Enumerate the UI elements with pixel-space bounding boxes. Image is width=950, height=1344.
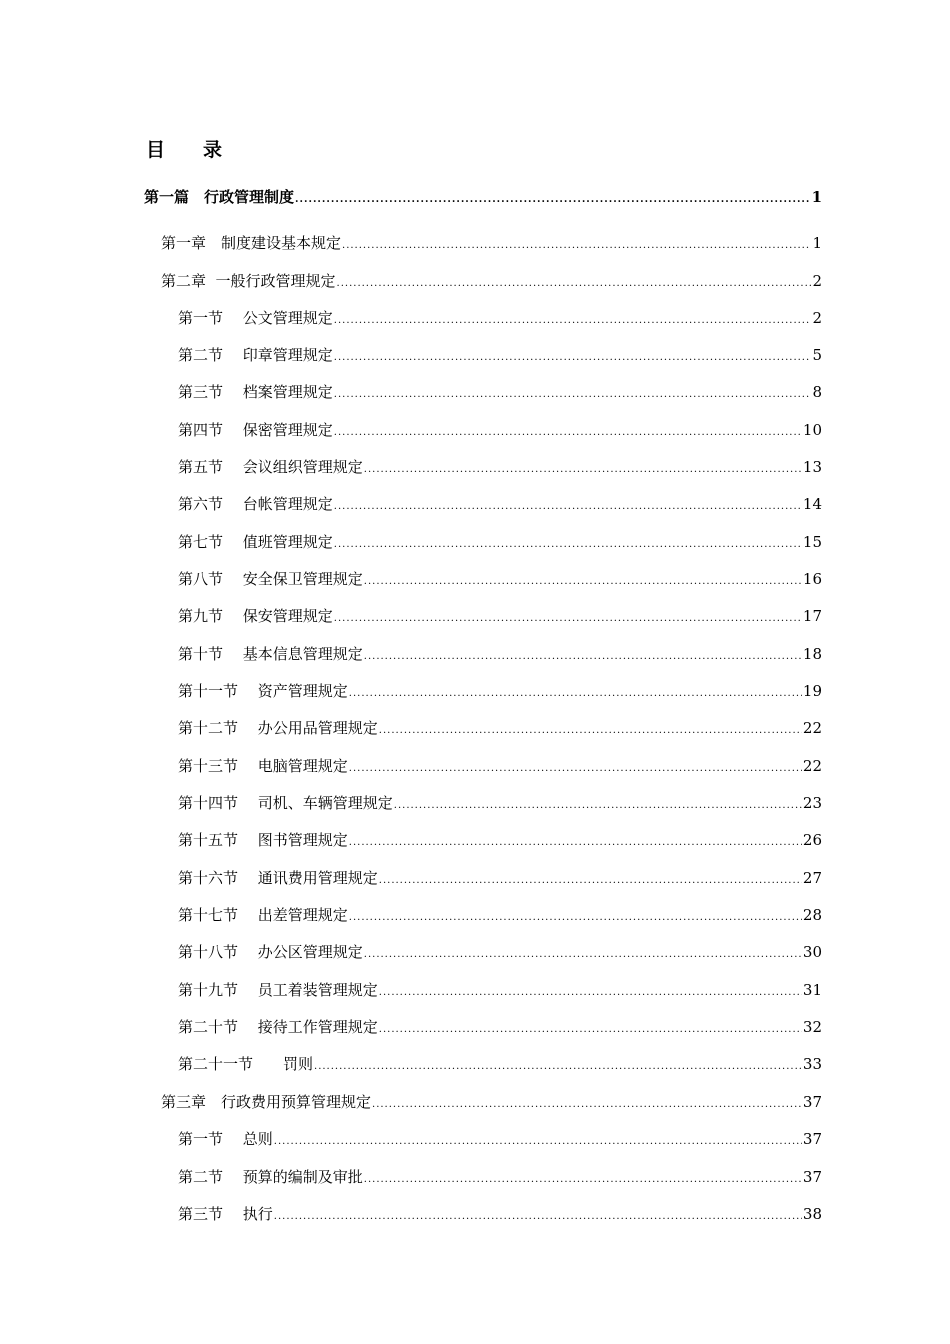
dot-leader <box>394 795 802 817</box>
toc-entry-section[interactable] <box>178 344 822 366</box>
dot-leader <box>379 720 802 742</box>
dot-leader <box>334 384 812 406</box>
toc-entry-label: 第十九节 员工着装管理规定 <box>178 981 378 999</box>
toc-entry-part[interactable] <box>144 186 822 208</box>
toc-entry-page-number: 27 <box>802 869 822 887</box>
toc-entry-label: 第十六节 通讯费用管理规定 <box>178 869 378 887</box>
toc-entry-section[interactable] <box>178 1128 822 1150</box>
toc-entry-section[interactable] <box>178 680 822 702</box>
dot-leader <box>274 1206 802 1228</box>
toc-entry-section[interactable] <box>178 941 822 963</box>
toc-entry-section[interactable] <box>178 1166 822 1188</box>
toc-entry-label: 第五节 会议组织管理规定 <box>178 458 363 476</box>
toc-entry-page-number: 14 <box>802 495 822 513</box>
toc-entry-page-number: 2 <box>812 272 822 290</box>
toc-entry-page-number: 19 <box>802 682 822 700</box>
toc-entry-page-number: 2 <box>812 309 822 327</box>
toc-entry-label: 第一篇 行政管理制度 <box>144 188 295 206</box>
dot-leader <box>364 571 802 593</box>
toc-entry-section[interactable] <box>178 867 822 889</box>
toc-entry-page-number: 37 <box>802 1093 822 1111</box>
dot-leader <box>349 758 802 780</box>
toc-entry-label: 第九节 保安管理规定 <box>178 607 333 625</box>
toc-entry-label: 第三节 执行 <box>178 1205 273 1223</box>
toc-entry-section[interactable] <box>178 456 822 478</box>
toc-entry-page-number: 22 <box>802 719 822 737</box>
dot-leader <box>334 422 802 444</box>
toc-entry-section[interactable] <box>178 979 822 1001</box>
dot-leader <box>349 832 802 854</box>
toc-entry-section[interactable] <box>178 829 822 851</box>
toc-entry-page-number: 13 <box>802 458 822 476</box>
toc-title: 目 录 <box>146 139 223 161</box>
toc-entry-section[interactable] <box>178 307 822 329</box>
toc-entry-label: 第一节 总则 <box>178 1130 273 1148</box>
dot-leader <box>334 608 802 630</box>
toc-entry-page-number: 32 <box>802 1018 822 1036</box>
toc-entry-page-number: 8 <box>812 383 822 401</box>
dot-leader <box>349 907 802 929</box>
toc-entry-section[interactable] <box>178 605 822 627</box>
toc-entry-section[interactable] <box>178 1016 822 1038</box>
toc-entry-page-number: 15 <box>802 533 822 551</box>
toc-entry-label: 第十八节 办公区管理规定 <box>178 943 363 961</box>
toc-entry-label: 第十五节 图书管理规定 <box>178 831 348 849</box>
toc-entry-label: 第十一节 资产管理规定 <box>178 682 348 700</box>
dot-leader <box>379 870 802 892</box>
toc-entry-chapter[interactable] <box>161 270 822 292</box>
toc-entry-page-number: 26 <box>802 831 822 849</box>
dot-leader <box>334 347 812 369</box>
dot-leader <box>334 310 812 332</box>
toc-entry-label: 第二节 印章管理规定 <box>178 346 333 364</box>
toc-entry-page-number: 33 <box>802 1055 822 1073</box>
dot-leader <box>337 273 812 295</box>
toc-entry-section[interactable] <box>178 717 822 739</box>
toc-entry-label: 第七节 值班管理规定 <box>178 533 333 551</box>
toc-entry-label: 第十四节 司机、车辆管理规定 <box>178 794 393 812</box>
toc-entry-section[interactable] <box>178 755 822 777</box>
toc-entry-page-number: 38 <box>802 1205 822 1223</box>
toc-entry-section[interactable] <box>178 792 822 814</box>
toc-entry-page-number: 1 <box>812 234 822 252</box>
toc-entry-label: 第十七节 出差管理规定 <box>178 906 348 924</box>
toc-entry-page-number: 23 <box>802 794 822 812</box>
toc-entry-label: 第三章 行政费用预算管理规定 <box>161 1093 372 1111</box>
dot-leader <box>364 1169 802 1191</box>
toc-entry-section[interactable] <box>178 643 822 665</box>
toc-entry-label: 第二十一节 罚则 <box>178 1055 314 1073</box>
dot-leader <box>349 683 802 705</box>
dot-leader <box>334 496 802 518</box>
dot-leader <box>379 1019 802 1041</box>
toc-entry-label: 第八节 安全保卫管理规定 <box>178 570 363 588</box>
toc-entry-label: 第二章 一般行政管理规定 <box>161 272 336 290</box>
toc-entry-section[interactable] <box>178 493 822 515</box>
toc-entry-section[interactable] <box>178 1203 822 1225</box>
toc-entry-section[interactable] <box>178 568 822 590</box>
toc-entry-label: 第十二节 办公用品管理规定 <box>178 719 378 737</box>
toc-entry-label: 第六节 台帐管理规定 <box>178 495 333 513</box>
toc-entry-section[interactable] <box>178 419 822 441</box>
dot-leader <box>274 1131 802 1153</box>
toc-entry-page-number: 17 <box>802 607 822 625</box>
toc-entry-section[interactable] <box>178 1053 822 1075</box>
toc-entry-page-number: 28 <box>802 906 822 924</box>
dot-leader <box>334 534 802 556</box>
toc-entry-page-number: 30 <box>802 943 822 961</box>
dot-leader <box>314 1056 802 1078</box>
dot-leader <box>342 235 811 257</box>
toc-entry-page-number: 16 <box>802 570 822 588</box>
toc-entry-section[interactable] <box>178 904 822 926</box>
toc-entry-label: 第二节 预算的编制及审批 <box>178 1168 363 1186</box>
toc-entry-chapter[interactable] <box>161 1091 822 1113</box>
dot-leader <box>372 1094 802 1116</box>
toc-entry-page-number: 1 <box>811 188 822 206</box>
toc-entry-label: 第四节 保密管理规定 <box>178 421 333 439</box>
toc-entry-page-number: 5 <box>812 346 822 364</box>
dot-leader <box>364 459 802 481</box>
toc-entry-label: 第十三节 电脑管理规定 <box>178 757 348 775</box>
toc-entry-page-number: 31 <box>802 981 822 999</box>
dot-leader <box>364 646 802 668</box>
toc-entry-label: 第一节 公文管理规定 <box>178 309 333 327</box>
toc-entry-page-number: 22 <box>802 757 822 775</box>
toc-entry-page-number: 10 <box>802 421 822 439</box>
dot-leader <box>295 189 811 211</box>
toc-entry-section[interactable] <box>178 531 822 553</box>
toc-entry-section[interactable] <box>178 381 822 403</box>
toc-entry-label: 第三节 档案管理规定 <box>178 383 333 401</box>
dot-leader <box>379 982 802 1004</box>
toc-entry-page-number: 18 <box>802 645 822 663</box>
toc-entry-label: 第十节 基本信息管理规定 <box>178 645 363 663</box>
toc-entry-label: 第二十节 接待工作管理规定 <box>178 1018 378 1036</box>
dot-leader <box>364 944 802 966</box>
toc-entry-page-number: 37 <box>802 1130 822 1148</box>
toc-entry-page-number: 37 <box>802 1168 822 1186</box>
toc-entry-chapter[interactable] <box>161 232 822 254</box>
toc-entry-label: 第一章 制度建设基本规定 <box>161 234 342 252</box>
